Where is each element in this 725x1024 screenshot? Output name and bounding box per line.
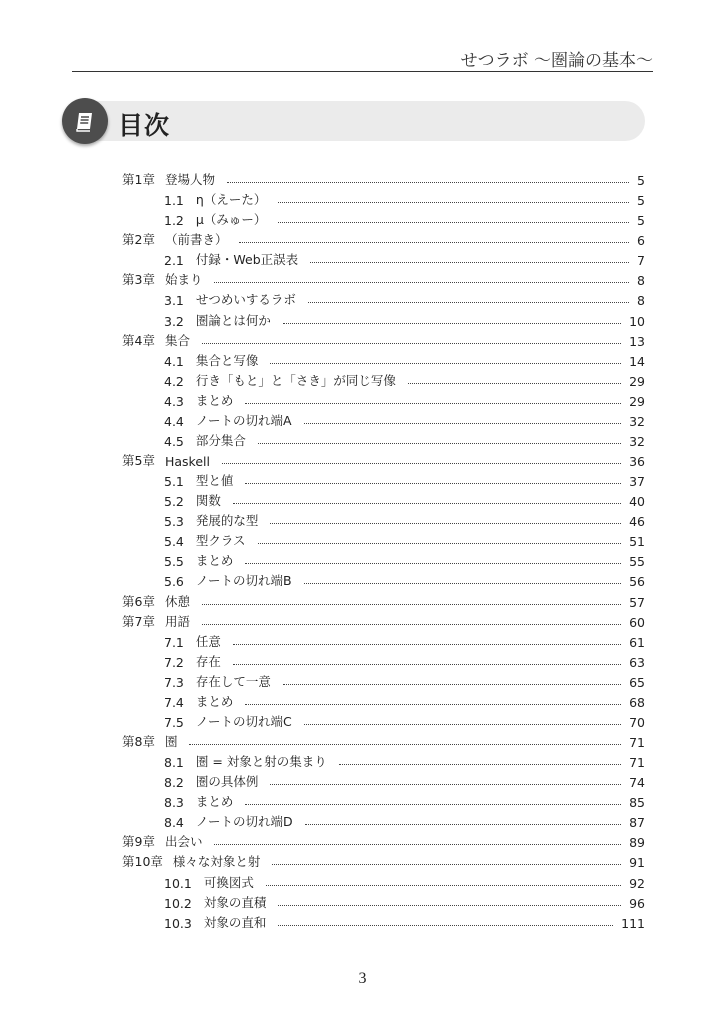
toc-dot-leader: [189, 744, 621, 745]
toc-entry-title: まとめ: [195, 794, 234, 810]
toc-entry-page: 51: [629, 534, 645, 550]
toc-dot-leader: [278, 905, 621, 906]
toc-entry-page: 32: [629, 433, 645, 449]
toc-dot-leader: [202, 624, 621, 625]
toc-dot-leader: [305, 824, 621, 825]
toc-entry-title: 圏論とは何か: [195, 312, 271, 328]
toc-entry-number: 5.6: [164, 574, 184, 590]
toc-entry-title: まとめ: [195, 392, 234, 408]
toc-dot-leader: [310, 262, 629, 263]
toc-entry-page: 63: [629, 654, 645, 670]
toc-entry-title: 発展的な型: [195, 513, 259, 529]
toc-entry-title: 型と値: [195, 473, 234, 489]
toc-dot-leader: [233, 664, 621, 665]
toc-dot-leader: [408, 383, 621, 384]
toc-entry-number: 3.2: [164, 313, 184, 329]
toc-dot-leader: [227, 182, 629, 183]
running-header-title: せつラボ 〜圏論の基本〜: [460, 51, 653, 71]
toc-dot-leader: [202, 343, 621, 344]
toc-entry-page: 10: [629, 313, 645, 329]
toc-dot-leader: [266, 885, 621, 886]
toc-section-entry[interactable]: [164, 810, 645, 830]
toc-entry-page: 7: [637, 253, 645, 269]
toc-entry-title: 集合: [164, 332, 190, 348]
toc-section-entry[interactable]: [164, 569, 645, 589]
toc-section-entry[interactable]: [164, 650, 645, 670]
toc-chapter-entry[interactable]: [122, 730, 645, 750]
toc-entry-number: 5.5: [164, 554, 184, 570]
toc-dot-leader: [270, 523, 621, 524]
toc-entry-number: 8.2: [164, 775, 184, 791]
toc-dot-leader: [278, 222, 629, 223]
toc-entry-title: 用語: [164, 613, 190, 629]
toc-section-entry[interactable]: [164, 529, 645, 549]
toc-entry-number: 第1章: [122, 172, 155, 187]
toc-dot-leader: [245, 483, 621, 484]
toc-entry-title: まとめ: [195, 553, 234, 569]
toc-chapter-entry[interactable]: [122, 449, 645, 469]
toc-entry-page: 13: [629, 333, 645, 349]
toc-dot-leader: [308, 302, 629, 303]
toc-entry-page: 5: [637, 213, 645, 229]
toc-entry-title: ノートの切れ端A: [195, 412, 292, 428]
toc-section-entry[interactable]: [164, 469, 645, 489]
toc-section-entry[interactable]: [164, 710, 645, 730]
toc-entry-title: 圏: [164, 734, 178, 749]
toc-entry-title: せつめいするラボ: [195, 292, 296, 308]
toc-entry-title: 可換図式: [203, 874, 254, 890]
toc-entry-number: 10.1: [164, 875, 192, 891]
toc-entry-title: 行き「もと」と「さき」が同じ写像: [195, 372, 396, 388]
toc-entry-page: 65: [629, 674, 645, 690]
toc-entry-title: 部分集合: [195, 432, 246, 448]
toc-entry-number: 8.3: [164, 795, 184, 811]
toc-entry-page: 36: [629, 454, 645, 469]
toc-entry-number: 5.1: [164, 474, 184, 490]
toc-dot-leader: [245, 704, 621, 705]
toc-dot-leader: [258, 443, 621, 444]
toc-dot-leader: [214, 282, 629, 283]
toc-section-entry[interactable]: [164, 630, 645, 650]
toc-entry-title: 圏の具体例: [195, 774, 259, 790]
toc-section-entry[interactable]: [164, 389, 645, 409]
toc-entry-number: 7.5: [164, 714, 184, 730]
toc-entry-page: 111: [621, 915, 645, 931]
toc-section-entry[interactable]: [164, 549, 645, 569]
toc-entry-title: 集合と写像: [195, 352, 259, 368]
toc-entry-page: 46: [629, 514, 645, 530]
toc-dot-leader: [202, 604, 621, 605]
toc-entry-number: 7.1: [164, 634, 184, 650]
toc-dot-leader: [278, 925, 613, 926]
toc-entry-page: 5: [637, 193, 645, 209]
toc-section-entry[interactable]: [164, 409, 645, 429]
toc-entry-title: （前書き）: [164, 232, 228, 248]
toc-dot-leader: [245, 804, 621, 805]
toc-entry-title: ノートの切れ端C: [195, 713, 292, 729]
toc-dot-leader: [270, 363, 621, 364]
toc-dot-leader: [258, 543, 622, 544]
toc-heading: 目次: [118, 111, 171, 140]
toc-entry-number: 3.1: [164, 293, 184, 309]
toc-entry-number: 第3章: [122, 272, 155, 288]
header-rule: [72, 71, 653, 72]
toc-dot-leader: [270, 784, 621, 785]
toc-entry-number: 1.1: [164, 193, 184, 209]
toc-section-entry[interactable]: [164, 690, 645, 710]
toc-entry-number: 10.2: [164, 895, 192, 911]
toc-section-entry[interactable]: [164, 429, 645, 449]
toc-dot-leader: [233, 503, 621, 504]
toc-chapter-entry[interactable]: [122, 590, 645, 610]
toc-entry-title: 始まり: [164, 272, 203, 288]
toc-entry-title: 出会い: [164, 834, 203, 850]
toc-entry-page: 87: [629, 815, 645, 831]
toc-entry-page: 61: [629, 634, 645, 650]
toc-entry-page: 89: [629, 835, 645, 851]
toc-section-entry[interactable]: [164, 248, 645, 268]
toc-entry-page: 92: [629, 875, 645, 891]
toc-entry-number: 10.3: [164, 915, 192, 931]
toc-chapter-entry[interactable]: [122, 329, 645, 349]
toc-entry-page: 71: [629, 755, 645, 770]
toc-entry-page: 6: [637, 233, 645, 249]
toc-entry-page: 55: [629, 554, 645, 570]
toc-entry-page: 37: [629, 474, 645, 490]
toc-entry-title: 存在して一意: [195, 673, 271, 689]
toc-entry-page: 29: [629, 393, 645, 409]
toc-entry-title: 休憩: [164, 593, 190, 609]
toc-entry-page: 14: [629, 353, 645, 369]
toc-entry-number: 5.2: [164, 494, 184, 510]
toc-entry-number: 4.2: [164, 373, 184, 389]
toc-section-entry[interactable]: [164, 750, 645, 770]
toc-entry-page: 74: [629, 775, 645, 791]
toc-section-entry[interactable]: [164, 790, 645, 810]
toc-dot-leader: [304, 724, 621, 725]
toc-entry-title: 任意: [195, 633, 221, 649]
toc-entry-page: 68: [629, 694, 645, 710]
toc-entry-title: 関数: [195, 493, 221, 509]
toc-chapter-entry[interactable]: [122, 228, 645, 248]
toc-section-entry[interactable]: [164, 369, 645, 389]
toc-entry-number: 第4章: [122, 332, 155, 348]
toc-entry-number: 8.1: [164, 755, 184, 770]
toc-entry-title: 型クラス: [195, 533, 246, 549]
toc-dot-leader: [233, 644, 621, 645]
toc-entry-title: ノートの切れ端B: [195, 573, 292, 589]
toc-section-entry[interactable]: [164, 891, 645, 911]
toc-dot-leader: [222, 463, 621, 464]
toc-dot-leader: [278, 202, 629, 203]
toc-entry-number: 4.3: [164, 393, 184, 409]
toc-dot-leader: [304, 423, 622, 424]
toc-chapter-entry[interactable]: [122, 850, 645, 870]
toc-section-entry[interactable]: [164, 188, 645, 208]
toc-entry-number: 第7章: [122, 613, 155, 629]
toc-entry-number: 第6章: [122, 593, 155, 609]
toc-entry-page: 60: [629, 614, 645, 630]
toc-entry-page: 57: [629, 594, 645, 610]
toc-section-entry[interactable]: [164, 770, 645, 790]
toc-entry-title: 存在: [195, 653, 221, 669]
toc-entry-number: 第8章: [122, 734, 155, 749]
toc-entry-number: 7.2: [164, 654, 184, 670]
toc-entry-page: 40: [629, 494, 645, 510]
toc-dot-leader: [239, 242, 629, 243]
toc-entry-page: 85: [629, 795, 645, 811]
toc-entry-page: 96: [629, 895, 645, 911]
toc-section-entry[interactable]: [164, 670, 645, 690]
toc-chapter-entry[interactable]: [122, 610, 645, 630]
toc-chapter-entry[interactable]: [122, 830, 645, 850]
toc-entry-page: 71: [629, 735, 645, 750]
toc-entry-number: 第10章: [122, 854, 163, 870]
toc-entry-page: 5: [637, 173, 645, 188]
toc-dot-leader: [283, 684, 621, 685]
toc-entry-page: 32: [629, 413, 645, 429]
toc-dot-leader: [245, 403, 621, 404]
toc-entry-title: 登場人物: [164, 172, 215, 187]
toc-icon-circle: [62, 98, 108, 144]
notebook-icon: [74, 110, 96, 132]
toc-entry-title: 対象の直和: [203, 914, 267, 930]
toc-entry-page: 8: [637, 273, 645, 289]
toc-entry-number: 1.2: [164, 213, 184, 229]
toc-entry-number: 第5章: [122, 453, 155, 468]
toc-entry-title: 対象の直積: [203, 894, 267, 910]
toc-entry-title: 付録・Web正誤表: [195, 252, 299, 268]
toc-entry-page: 70: [629, 714, 645, 730]
toc-section-entry[interactable]: [164, 911, 645, 931]
toc-section-entry[interactable]: [164, 309, 645, 329]
toc-entry-number: 5.3: [164, 514, 184, 530]
toc-entry-title: Haskell: [164, 454, 210, 469]
page-number: 3: [358, 970, 367, 987]
toc-section-entry[interactable]: [164, 871, 645, 891]
toc-entry-title: まとめ: [195, 693, 234, 709]
toc-dot-leader: [272, 864, 621, 865]
toc-dot-leader: [214, 844, 621, 845]
toc-section-entry[interactable]: [164, 509, 645, 529]
toc-entry-title: μ（みゅー）: [195, 212, 267, 228]
toc-dot-leader: [339, 764, 621, 765]
toc-entry-title: 圏 = 対象と射の集まり: [195, 754, 327, 769]
toc-entry-number: 4.4: [164, 413, 184, 429]
toc-entry-number: 7.3: [164, 674, 184, 690]
toc-entry-number: 4.5: [164, 433, 184, 449]
toc-entry-number: 2.1: [164, 253, 184, 269]
toc-dot-leader: [304, 583, 622, 584]
toc-entry-page: 56: [629, 574, 645, 590]
toc-entry-title: ノートの切れ端D: [195, 814, 293, 830]
toc-entry-number: 第2章: [122, 232, 155, 248]
toc-entry-page: 29: [629, 373, 645, 389]
toc-entry-number: 8.4: [164, 815, 184, 831]
toc-entry-page: 8: [637, 293, 645, 309]
toc-entry-title: η（えーた）: [195, 192, 267, 208]
toc-entry-number: 7.4: [164, 694, 184, 710]
toc-section-entry[interactable]: [164, 288, 645, 308]
toc-entry-number: 4.1: [164, 353, 184, 369]
toc-entry-title: 様々な対象と射: [172, 854, 261, 870]
toc-entry-number: 5.4: [164, 534, 184, 550]
toc-section-entry[interactable]: [164, 349, 645, 369]
toc-section-entry[interactable]: [164, 208, 645, 228]
toc-dot-leader: [245, 563, 621, 564]
toc-entry-number: 第9章: [122, 834, 155, 850]
toc-chapter-entry[interactable]: [122, 268, 645, 288]
toc-section-entry[interactable]: [164, 489, 645, 509]
toc-entry-page: 91: [629, 855, 645, 871]
toc-dot-leader: [283, 323, 621, 324]
toc-chapter-entry[interactable]: [122, 168, 645, 188]
